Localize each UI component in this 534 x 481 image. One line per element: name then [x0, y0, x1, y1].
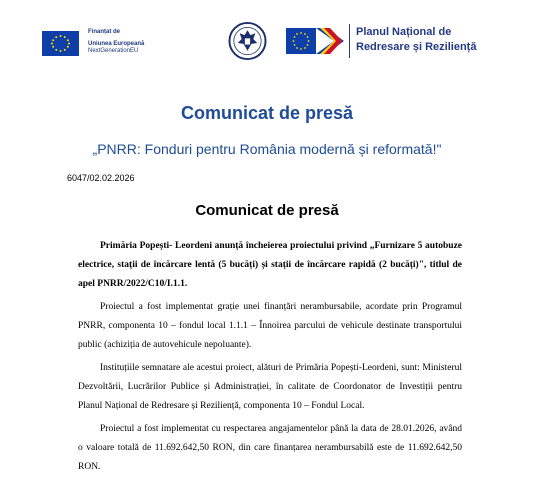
paragraph-value: Proiectul a fost implementat cu respectarea angajamentelor până la data de 28.01.2026, având o valoare totală de 11.692.642,50 RON, din care finanțarea nerambursabilă este de 11.692.642,50 RON. [78, 424, 462, 472]
press-release-heading: Comunicat de presă [180, 103, 354, 123]
document-header [0, 0, 534, 90]
press-release-body [78, 237, 462, 481]
press-release-slogan: „PNRR: Fonduri pentru România modernă și reformată!" [92, 141, 442, 157]
pnrr-title-line-2: Redresare și Reziliență [356, 41, 477, 53]
eu-funded-by: Finanțat de [88, 29, 121, 35]
paragraph-funding: Proiectul a fost implementat grație unei finanțări nerambursabile, acordate prin Programul PNRR, componenta 10 – fondul local 1.1.1 – Înnoirea parcului de vehicule destinate transportului public (achiziția de autovehicule nepoluante). [78, 302, 462, 350]
paragraph-institutions: Instituțiile semnatare ale acestui proiect, alături de Primăria Popești-Leordeni, sunt: Ministerul Dezvoltării, Lucrărilor Publice și Administrației, în calitate de Coordonator de Investiții pentru Planul Național de Redresare și Reziliență, componenta 10 – Fondul Local. [78, 363, 462, 411]
eu-union-name: Uniunea Europeană [88, 41, 145, 47]
pnrr-title-line-1: Planul Național de [356, 26, 452, 38]
pnrr-divider [349, 24, 350, 58]
document-number: 6047/02.02.2026 [67, 173, 135, 183]
pnrr-title [356, 25, 534, 55]
romanian-government-seal-icon [228, 21, 267, 61]
eu-flag-icon [42, 31, 79, 56]
pnrr-logo-icon [286, 22, 344, 60]
paragraph-project-announcement: Primăria Popești- Leordeni anunță încheierea proiectului privind „Furnizare 5 autobuze electrice, stații de încărcare lentă (5 bucăți) și stații de încărcare rapidă (2 bucăți)", titlul de apel PNRR/2022/C10/I.1.1. [78, 241, 462, 289]
eu-nextgen: NextGenerationEU [88, 48, 139, 54]
eu-funding-text [88, 29, 208, 54]
press-release-title: Comunicat de presă [195, 202, 339, 219]
